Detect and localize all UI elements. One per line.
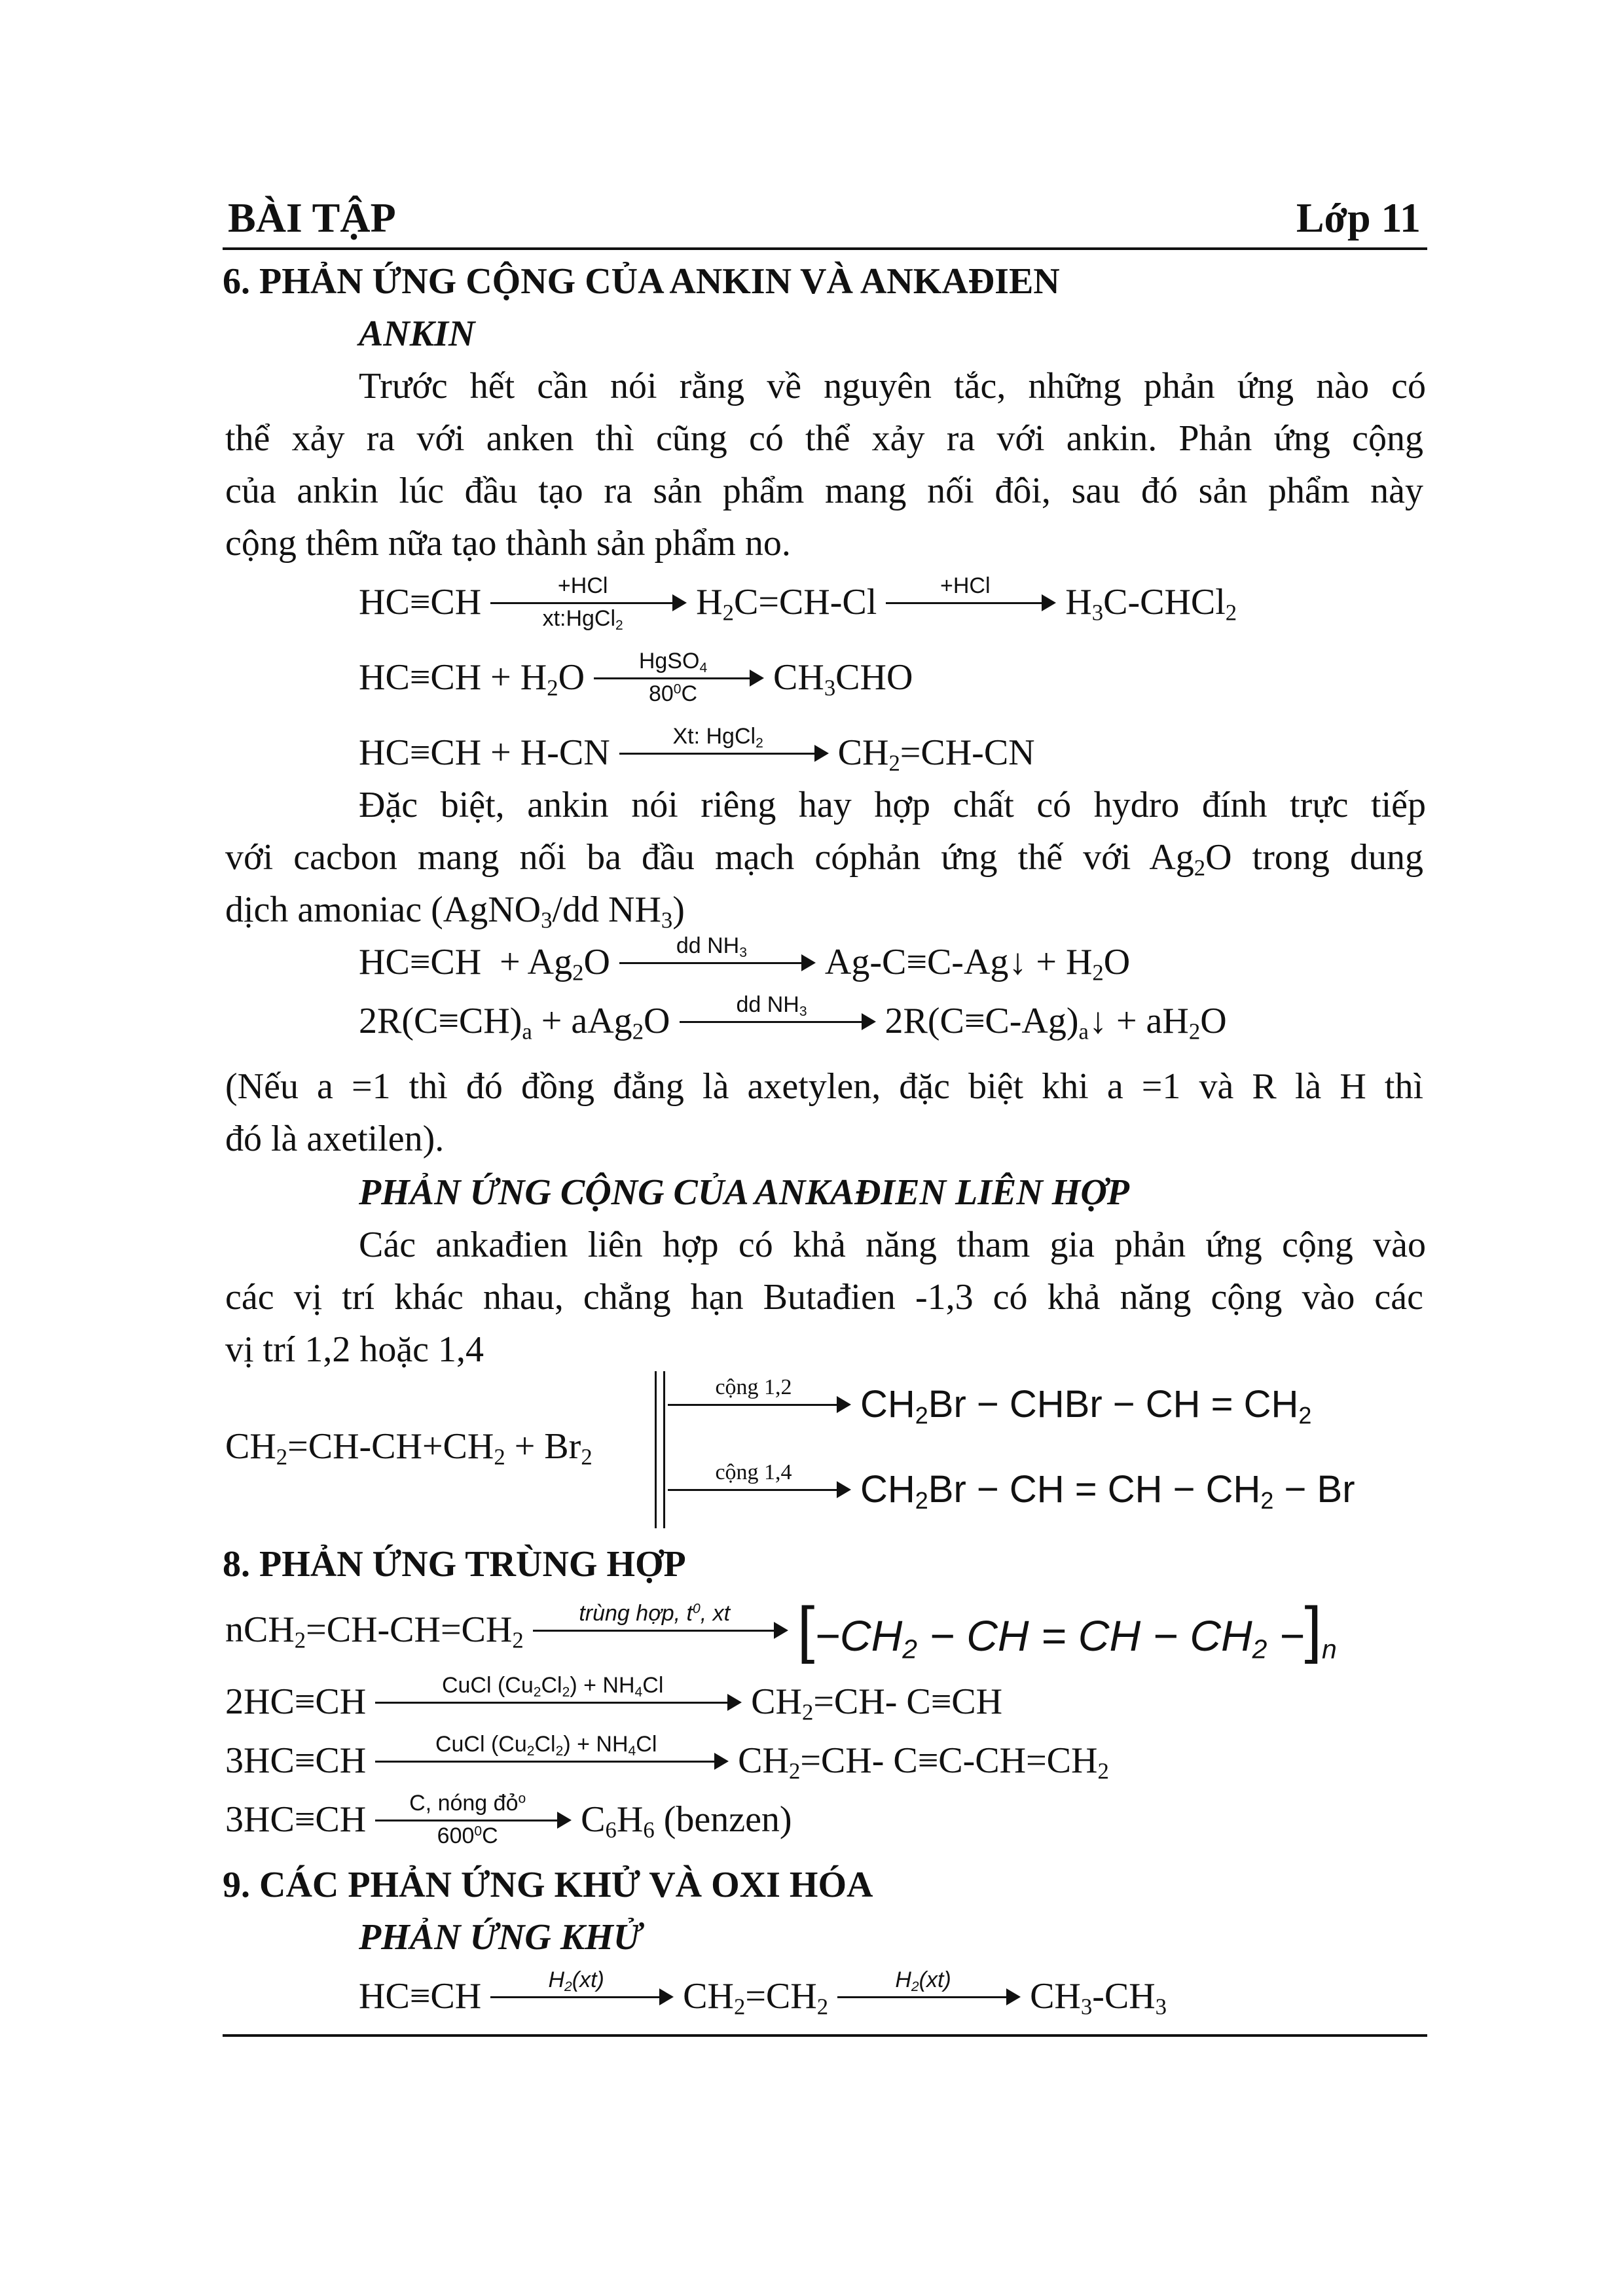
- para2-line2: với cacbon mang nối ba đầu mạch cóphản ứng thế với $Ag_2O$ trong dung: [225, 837, 1423, 881]
- r2-arrow-above: HgSO$_4$: [638, 649, 708, 675]
- r6-branch-1-4: [663, 1450, 1355, 1528]
- p2-arrow-above: CuCl $(Cu_2Cl_2) + NH_4Cl$: [441, 1673, 664, 1700]
- p4-reactant: 3HC≡CH: [225, 1799, 367, 1840]
- r3-reactant: HC≡CH + H-CN: [359, 732, 610, 773]
- header-grade: Lớp 11: [1296, 194, 1421, 241]
- page-footer-rule: [223, 2034, 1427, 2037]
- p1-arrow: [533, 1597, 788, 1662]
- reaction-hcl-addition: [359, 563, 1237, 641]
- r1-product: $H_3C-CHCl_2$: [1065, 582, 1237, 626]
- para1-line2: thể xảy ra với anken thì cũng có thể xảy ra với ankin. Phản ứng cộng: [225, 418, 1423, 459]
- r6-reactant: $CH_2=CH-CH+CH_2 + Br_2$: [225, 1426, 593, 1470]
- para4-line3: vị trí 1,2 hoặc 1,4: [225, 1329, 484, 1370]
- r1-arrow-1: [490, 569, 687, 635]
- p3-product: $CH_2=CH-$ $C\equiv C-CH=CH_2$: [738, 1740, 1109, 1784]
- section-8-title: 8. PHẢN ỨNG TRÙNG HỢP: [223, 1544, 686, 1585]
- r5-arrow-above: dd $NH_3$: [736, 992, 807, 1019]
- k1-arrow2-above: $H_2(xt)$: [895, 1967, 951, 1994]
- section-6-title: 6. PHẢN ỨNG CỘNG CỦA ANKIN VÀ ANKAĐIEN: [223, 261, 1060, 302]
- para1-line1: Trước hết cần nói rằng về nguyên tắc, những phản ứng nào có: [359, 366, 1426, 406]
- para3-line2: đó là axetilen).: [225, 1119, 445, 1159]
- r5-arrow: [680, 988, 876, 1054]
- para1-line3: của ankin lúc đầu tạo ra sản phẩm mang nối đôi, sau đó sản phẩm này: [225, 471, 1423, 511]
- reaction-general-terminal-alkyne: [359, 982, 1227, 1060]
- k1-intermediate: $CH_2=CH_2$: [683, 1976, 829, 2020]
- para2-line1: Đặc biệt, ankin nói riêng hay hợp chất có hydro đính trực tiếp: [359, 785, 1426, 825]
- r5-reactant: $2R(C\equiv CH)_a + aAg_2O$: [359, 1001, 670, 1045]
- r5-product: $2R(C\equiv C-Ag)_a↓ + aH_2O$: [884, 1001, 1227, 1045]
- p1-reactant: $nCH_2=CH-CH=CH_2$: [225, 1609, 524, 1653]
- r6-arrow2-above: cộng 1,4: [715, 1460, 792, 1484]
- r1-arrow1-above: +HCl: [557, 573, 608, 598]
- p1-product: [$-CH_2$ − CH = CH − $CH_2 -]_n$: [797, 1594, 1337, 1664]
- para2-line3: dịch amoniac (AgNO$_3$/dd $NH_3$): [225, 889, 685, 933]
- p4-arrow: [375, 1787, 572, 1852]
- p1-arrow-above: trùng hợp, $t^0$, xt: [579, 1601, 731, 1626]
- p3-arrow-above: CuCl $(Cu_2Cl_2) + NH_4Cl$: [435, 1732, 657, 1759]
- page-header: [223, 188, 1427, 250]
- para4-line2: các vị trí khác nhau, chẳng hạn Butađien -1,3 có khả năng cộng vào các: [225, 1277, 1423, 1318]
- r3-product: $CH_2=CH-CN$: [837, 732, 1035, 776]
- para1-line4: cộng thêm nữa tạo thành sản phẩm no.: [225, 523, 791, 564]
- r1-arrow1-below: xt:HgCl$_2$: [542, 606, 623, 633]
- r6-product-1-2: $CH_2Br$ − CHBr − CH = $CH_2$: [860, 1382, 1312, 1429]
- reaction-hydration: [359, 638, 913, 717]
- r6-branch-1-2: [663, 1365, 1311, 1443]
- reduction-heading: PHẢN ỨNG KHỬ: [359, 1917, 642, 1958]
- r2-product: $CH_3CHO$: [773, 657, 913, 701]
- r1-intermediate: $H_2C=CH-Cl$: [696, 582, 877, 626]
- diene-heading: PHẢN ỨNG CỘNG CỦA ANKAĐIEN LIÊN HỢP: [359, 1172, 1130, 1213]
- r1-arrow2-above: +HCl: [940, 573, 991, 598]
- header-title: BÀI TẬP: [228, 194, 396, 241]
- k1-arrow1-above: $H_2(xt)$: [548, 1967, 604, 1994]
- p4-product: $C_6H_6$ (benzen): [581, 1799, 792, 1843]
- r6-product-1-4: $CH_2Br$ − CH = CH − $CH_2 - Br$: [860, 1467, 1355, 1514]
- r3-arrow-above: Xt: HgCl$_2$: [672, 724, 763, 751]
- p4-arrow-above: C, nóng đỏ$^o$: [409, 1791, 526, 1816]
- k1-reactant: HC≡CH: [359, 1976, 482, 2017]
- reaction-polymerization: [225, 1590, 1337, 1669]
- p2-reactant: 2HC≡CH: [225, 1681, 367, 1722]
- k1-arrow-2: [837, 1964, 1021, 2029]
- r6-arrow-2: [668, 1456, 851, 1522]
- r1-reactant: HC≡CH: [359, 582, 482, 622]
- r4-arrow-above: dd $NH_3$: [676, 933, 747, 960]
- k1-arrow-1: [490, 1964, 674, 2029]
- reaction-benzene: [225, 1780, 792, 1859]
- r6-arrow1-above: cộng 1,2: [715, 1375, 792, 1399]
- r4-reactant: $HC\equiv CH + Ag_2O$: [359, 942, 610, 986]
- r4-product: Ag-C≡C-Ag↓ + $H_2O$: [824, 942, 1131, 986]
- r3-arrow: [619, 720, 829, 785]
- r2-arrow-below: $80^0C$: [648, 681, 698, 706]
- r2-arrow: [594, 645, 764, 710]
- p2-product: $CH_2=CH-$ C≡CH: [751, 1681, 1003, 1725]
- r2-reactant: $HC\equiv CH + H_2O$: [359, 657, 585, 701]
- p4-arrow-below: $600^0C$: [437, 1823, 498, 1848]
- section-9-title: 9. CÁC PHẢN ỨNG KHỬ VÀ OXI HÓA: [223, 1865, 873, 1905]
- para3-line1: (Nếu a =1 thì đó đồng đẳng là axetylen, đặc biệt khi a =1 và R là H thì: [225, 1066, 1423, 1107]
- k1-product: $CH_3-CH_3$: [1030, 1976, 1167, 2020]
- p3-reactant: 3HC≡CH: [225, 1740, 367, 1781]
- reaction-hydrogenation: [359, 1957, 1167, 2036]
- r6-arrow-1: [668, 1371, 851, 1437]
- r1-arrow-2: [886, 569, 1056, 635]
- ankin-heading: ANKIN: [359, 314, 475, 354]
- para4-line1: Các ankađien liên hợp có khả năng tham gia phản ứng cộng vào: [359, 1225, 1426, 1265]
